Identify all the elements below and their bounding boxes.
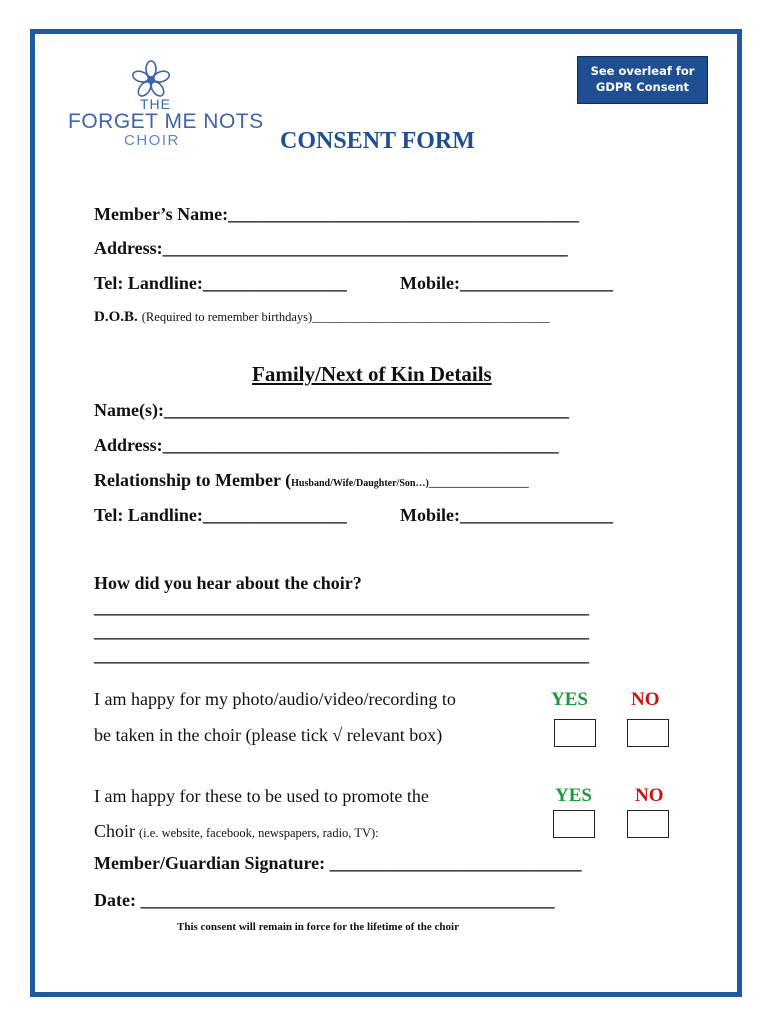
consent2-line2 [94, 821, 379, 842]
consent1-no-checkbox[interactable] [627, 719, 669, 747]
member-name-field[interactable]: Member’s Name:_______________________________________ [94, 204, 580, 224]
date-field[interactable]: Date: ______________________________________________ [94, 890, 555, 910]
family-relationship-field[interactable] [94, 470, 529, 491]
hear-answer-line-3[interactable]: _______________________________________________________ [94, 645, 589, 665]
family-names-field[interactable]: Name(s):_____________________________________________ [94, 400, 569, 420]
family-section-heading: Family/Next of Kin Details [252, 362, 492, 386]
footer-note: This consent will remain in force for the lifetime of the choir [177, 921, 459, 933]
consent1-line2: be taken in the choir (please tick √ relevant box) [94, 725, 443, 745]
consent1-yes-checkbox[interactable] [554, 719, 596, 747]
consent2-choir-word: Choir [94, 821, 136, 841]
logo-choir: CHOIR [124, 132, 180, 149]
family-mobile-field[interactable]: Mobile:_________________ [400, 505, 613, 525]
hear-answer-line-1[interactable]: _______________________________________________________ [94, 597, 589, 617]
logo-the: THE [140, 96, 171, 112]
gdpr-notice-line1: See overleaf for [590, 64, 695, 78]
member-landline-field[interactable]: Tel: Landline:________________ [94, 273, 347, 293]
consent2-no-checkbox[interactable] [627, 810, 669, 838]
consent2-note: (i.e. website, facebook, newspapers, radio, TV): [139, 826, 379, 840]
relationship-note: Husband/Wife/Daughter/Son…)____________________ [291, 478, 529, 489]
signature-field[interactable]: Member/Guardian Signature: ____________________________ [94, 853, 582, 873]
consent1-line1: I am happy for my photo/audio/video/recording to [94, 689, 456, 709]
gdpr-notice-line2: GDPR Consent [595, 80, 690, 94]
form-title: CONSENT FORM [280, 128, 475, 154]
hear-question: How did you hear about the choir? [94, 573, 362, 593]
consent2-no-label: NO [635, 785, 664, 806]
family-address-field[interactable]: Address:____________________________________________ [94, 435, 559, 455]
relationship-label: Relationship to Member ( [94, 470, 292, 490]
consent2-yes-checkbox[interactable] [553, 810, 595, 838]
member-address-field[interactable]: Address:_____________________________________________ [94, 238, 568, 258]
member-dob-field[interactable] [94, 308, 550, 326]
family-landline-field[interactable]: Tel: Landline:________________ [94, 505, 347, 525]
dob-label: D.O.B. [94, 309, 138, 325]
logo-forget-me-nots: FORGET ME NOTS [68, 110, 264, 133]
hear-answer-line-2[interactable]: _______________________________________________________ [94, 621, 589, 641]
gdpr-notice-box [577, 56, 708, 104]
consent2-line1: I am happy for these to be used to promote the [94, 786, 429, 806]
consent2-yes-label: YES [555, 785, 592, 806]
consent1-yes-label: YES [551, 689, 588, 710]
member-mobile-field[interactable]: Mobile:_________________ [400, 273, 613, 293]
dob-note: (Required to remember birthdays)______________________________________ [141, 310, 550, 324]
forget-me-not-flower-icon [131, 60, 171, 100]
consent1-no-label: NO [631, 689, 660, 710]
